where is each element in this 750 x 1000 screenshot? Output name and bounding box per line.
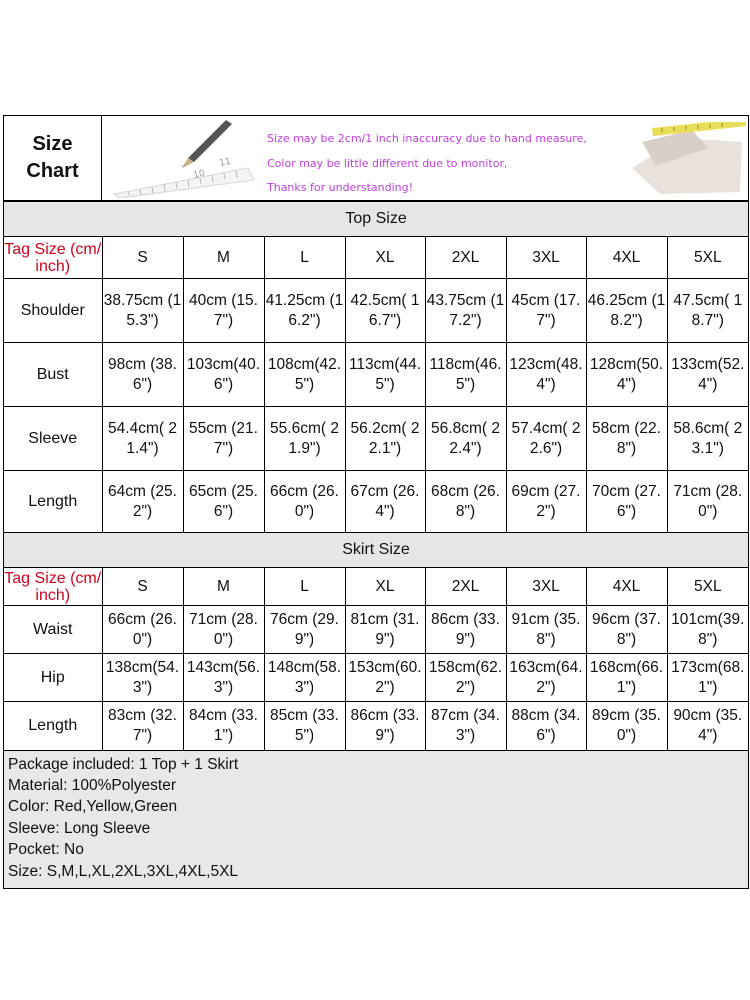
table-cell: 133cm(52.4") xyxy=(667,343,748,407)
size-label: 3XL xyxy=(506,568,586,606)
measuring-tape-hand-icon xyxy=(622,122,746,196)
top-size-header-row xyxy=(4,237,748,279)
title-line-1: Size xyxy=(32,133,73,155)
table-row xyxy=(4,654,748,702)
table-cell: 47.5cm( 18.7") xyxy=(667,279,748,343)
info-pocket: Pocket: No xyxy=(8,841,84,859)
table-cell: 123cm(48.4") xyxy=(506,343,586,407)
table-cell: 89cm (35.0") xyxy=(586,702,667,750)
row-label-length: Length xyxy=(4,471,102,533)
table-cell: 98cm (38.6") xyxy=(102,343,183,407)
size-label: XL xyxy=(345,568,425,606)
table-cell: 83cm (32.7") xyxy=(102,702,183,750)
table-cell: 101cm(39.8") xyxy=(667,606,748,654)
info-material: Material: 100%Polyester xyxy=(8,776,176,794)
table-cell: 70cm (27.6") xyxy=(586,471,667,533)
table-cell: 86cm (33.9") xyxy=(345,702,425,750)
table-row xyxy=(4,606,748,654)
table-cell: 56.8cm( 22.4") xyxy=(425,407,506,471)
table-row xyxy=(4,702,748,750)
row-label-shoulder: Shoulder xyxy=(4,279,102,343)
row-label-hip: Hip xyxy=(4,654,102,702)
table-cell: 58.6cm( 23.1") xyxy=(667,407,748,471)
table-cell: 96cm (37.8") xyxy=(586,606,667,654)
table-cell: 41.25cm (16.2") xyxy=(264,279,345,343)
table-cell: 45cm (17.7") xyxy=(506,279,586,343)
table-cell: 158cm(62.2") xyxy=(425,654,506,702)
table-cell: 40cm (15.7") xyxy=(183,279,264,343)
table-cell: 84cm (33.1") xyxy=(183,702,264,750)
row-label-waist: Waist xyxy=(4,606,102,654)
table-cell: 65cm (25.6") xyxy=(183,471,264,533)
size-label: M xyxy=(183,237,264,279)
table-cell: 68cm (26.8") xyxy=(425,471,506,533)
table-cell: 67cm (26.4") xyxy=(345,471,425,533)
table-cell: 66cm (26.0") xyxy=(102,606,183,654)
table-cell: 86cm (33.9") xyxy=(425,606,506,654)
table-cell: 108cm(42.5") xyxy=(264,343,345,407)
ruler-mark-10: 10 xyxy=(192,168,206,181)
table-cell: 46.25cm (18.2") xyxy=(586,279,667,343)
size-chart xyxy=(3,115,749,889)
title-line-2: Chart xyxy=(26,160,79,182)
table-cell: 76cm (29.9") xyxy=(264,606,345,654)
info-sleeve: Sleeve: Long Sleeve xyxy=(8,819,151,837)
product-info xyxy=(4,750,748,888)
size-label: L xyxy=(264,568,345,606)
table-row xyxy=(4,343,748,407)
table-cell: 64cm (25.2") xyxy=(102,471,183,533)
skirt-size-heading: Skirt Size xyxy=(4,533,748,568)
size-label: 4XL xyxy=(586,237,667,279)
table-cell: 54.4cm( 21.4") xyxy=(102,407,183,471)
table-cell: 138cm(54.3") xyxy=(102,654,183,702)
table-row xyxy=(4,471,748,533)
tag-size-label: Tag Size (cm/inch) xyxy=(4,569,102,604)
row-label-sleeve: Sleeve xyxy=(4,407,102,471)
table-cell: 128cm(50.4") xyxy=(586,343,667,407)
size-label: S xyxy=(102,237,183,279)
table-cell: 148cm(58.3") xyxy=(264,654,345,702)
size-label: XL xyxy=(345,237,425,279)
table-cell: 143cm(56.3") xyxy=(183,654,264,702)
tag-size-label: Tag Size (cm/inch) xyxy=(4,237,102,279)
table-cell: 168cm(66.1") xyxy=(586,654,667,702)
measurement-notes xyxy=(267,127,587,201)
table-cell: 69cm (27.2") xyxy=(506,471,586,533)
table-cell: 81cm (31.9") xyxy=(345,606,425,654)
table-cell: 56.2cm( 22.1") xyxy=(345,407,425,471)
size-label: 3XL xyxy=(506,237,586,279)
table-cell: 55cm (21.7") xyxy=(183,407,264,471)
table-cell: 42.5cm( 16.7") xyxy=(345,279,425,343)
banner xyxy=(102,116,748,200)
table-cell: 58cm (22.8") xyxy=(586,407,667,471)
table-cell: 55.6cm( 21.9") xyxy=(264,407,345,471)
table-cell: 118cm(46.5") xyxy=(425,343,506,407)
table-row xyxy=(4,407,748,471)
size-label: 4XL xyxy=(586,568,667,606)
table-cell: 91cm (35.8") xyxy=(506,606,586,654)
table-cell: 71cm (28.0") xyxy=(667,471,748,533)
table-cell: 103cm(40.6") xyxy=(183,343,264,407)
table-cell: 90cm (35.4") xyxy=(667,702,748,750)
size-label: 5XL xyxy=(667,237,748,279)
table-cell: 87cm (34.3") xyxy=(425,702,506,750)
table-cell: 71cm (28.0") xyxy=(183,606,264,654)
note-line-3: Thanks for understanding! xyxy=(267,181,413,194)
top-size-heading: Top Size xyxy=(4,202,748,237)
info-package: Package included: 1 Top + 1 Skirt xyxy=(8,755,239,773)
table-cell: 66cm (26.0") xyxy=(264,471,345,533)
row-label-length: Length xyxy=(4,702,102,750)
table-cell: 113cm(44.5") xyxy=(345,343,425,407)
size-chart-title xyxy=(4,116,102,200)
table-cell: 38.75cm (15.3") xyxy=(102,279,183,343)
size-label: M xyxy=(183,568,264,606)
size-label: 2XL xyxy=(425,237,506,279)
top-size-table xyxy=(4,201,748,750)
table-cell: 88cm (34.6") xyxy=(506,702,586,750)
note-line-1: Size may be 2cm/1 inch inaccuracy due to hand measure, xyxy=(267,132,587,145)
size-label: L xyxy=(264,237,345,279)
chart-header xyxy=(4,116,748,201)
skirt-size-header-row xyxy=(4,568,748,606)
table-cell: 57.4cm( 22.6") xyxy=(506,407,586,471)
ruler-pencil-icon xyxy=(108,118,258,198)
table-cell: 153cm(60.2") xyxy=(345,654,425,702)
table-row xyxy=(4,279,748,343)
info-sizes: Size: S,M,L,XL,2XL,3XL,4XL,5XL xyxy=(8,862,239,880)
table-cell: 173cm(68.1") xyxy=(667,654,748,702)
size-label: S xyxy=(102,568,183,606)
size-label: 2XL xyxy=(425,568,506,606)
size-label: 5XL xyxy=(667,568,748,606)
table-cell: 163cm(64.2") xyxy=(506,654,586,702)
ruler-mark-11: 11 xyxy=(218,156,232,169)
info-color: Color: Red,Yellow,Green xyxy=(8,798,178,816)
note-line-2: Color may be little different due to monitor, xyxy=(267,156,508,170)
table-cell: 43.75cm (17.2") xyxy=(425,279,506,343)
row-label-bust: Bust xyxy=(4,343,102,407)
table-cell: 85cm (33.5") xyxy=(264,702,345,750)
